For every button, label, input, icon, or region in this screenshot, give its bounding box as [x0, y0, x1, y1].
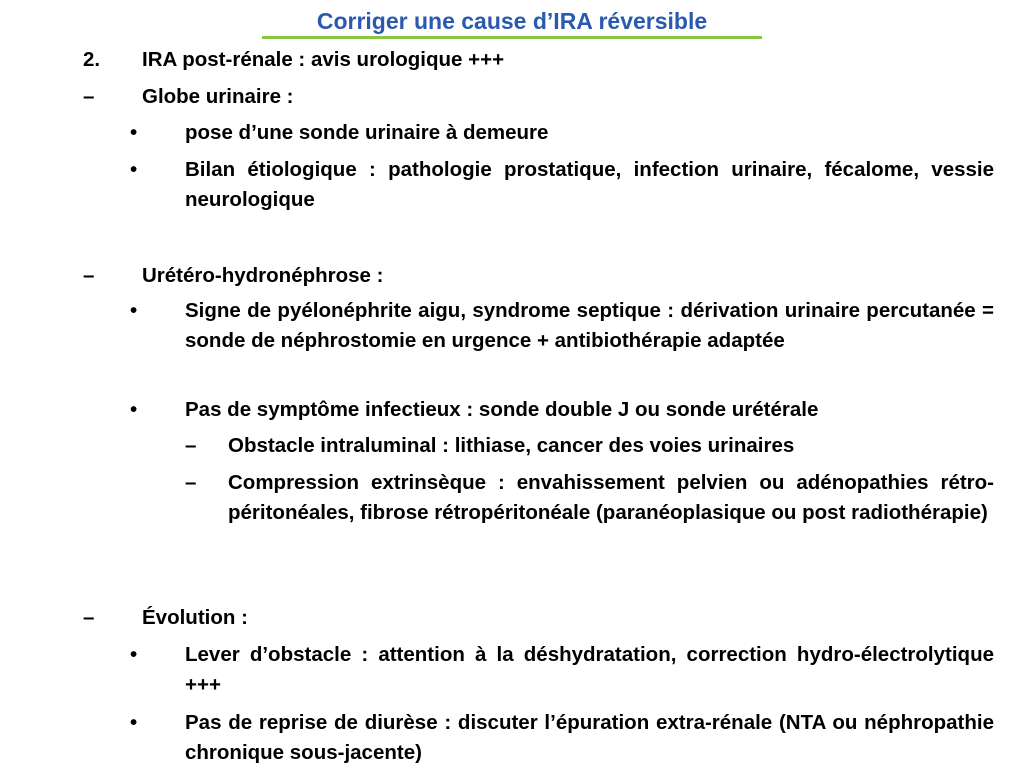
item-marker-bullet: • — [130, 643, 138, 666]
item-subheading: Urétéro-hydronéphrose : — [142, 264, 384, 287]
item-marker-bullet: • — [130, 711, 138, 734]
item-marker-dash: – — [83, 606, 95, 629]
item-bullet-text: pose d’une sonde urinaire à demeure — [185, 121, 549, 144]
slide-title: Corriger une cause d’IRA réversible — [316, 8, 708, 34]
item-marker-dash: – — [185, 471, 197, 494]
item-bullet-text: Lever d’obstacle : attention à la déshydratation, correction hydro-électrolytique +++ — [185, 643, 994, 696]
item-bullet-text: Pas de reprise de diurèse : discuter l’épuration extra-rénale (NTA ou néphropathie chronique sous-jacente) — [185, 711, 994, 764]
item-marker-bullet: • — [130, 299, 138, 322]
item-bullet-text: Pas de symptôme infectieux : sonde double J ou sonde urétérale — [185, 398, 819, 421]
item-bullet-text: Bilan étiologique : pathologie prostatique, infection urinaire, fécalome, vessie neurologique — [185, 158, 994, 211]
item-bullet-text: Signe de pyélonéphrite aigu, syndrome septique : dérivation urinaire percutanée = sonde de néphrostomie en urgence + antibiothérapie adaptée — [185, 299, 994, 352]
item-marker-dash: – — [185, 434, 197, 457]
item-marker-dash: – — [83, 264, 95, 287]
item-subitem-text: Compression extrinsèque : envahissement pelvien ou adénopathies rétro-péritonéales, fibrose rétropéritonéale (paranéoplasique ou post radiothérapie) — [228, 471, 994, 524]
item-subheading: Globe urinaire : — [142, 85, 294, 108]
item-marker-bullet: • — [130, 398, 138, 421]
title-underline — [262, 36, 762, 39]
item-marker-number: 2. — [83, 48, 101, 71]
item-subheading: Évolution : — [142, 606, 248, 629]
item-marker-dash: – — [83, 85, 95, 108]
item-marker-bullet: • — [130, 158, 138, 181]
item-heading: IRA post-rénale : avis urologique +++ — [142, 48, 505, 71]
item-marker-bullet: • — [130, 121, 138, 144]
item-subitem-text: Obstacle intraluminal : lithiase, cancer des voies urinaires — [228, 434, 795, 457]
